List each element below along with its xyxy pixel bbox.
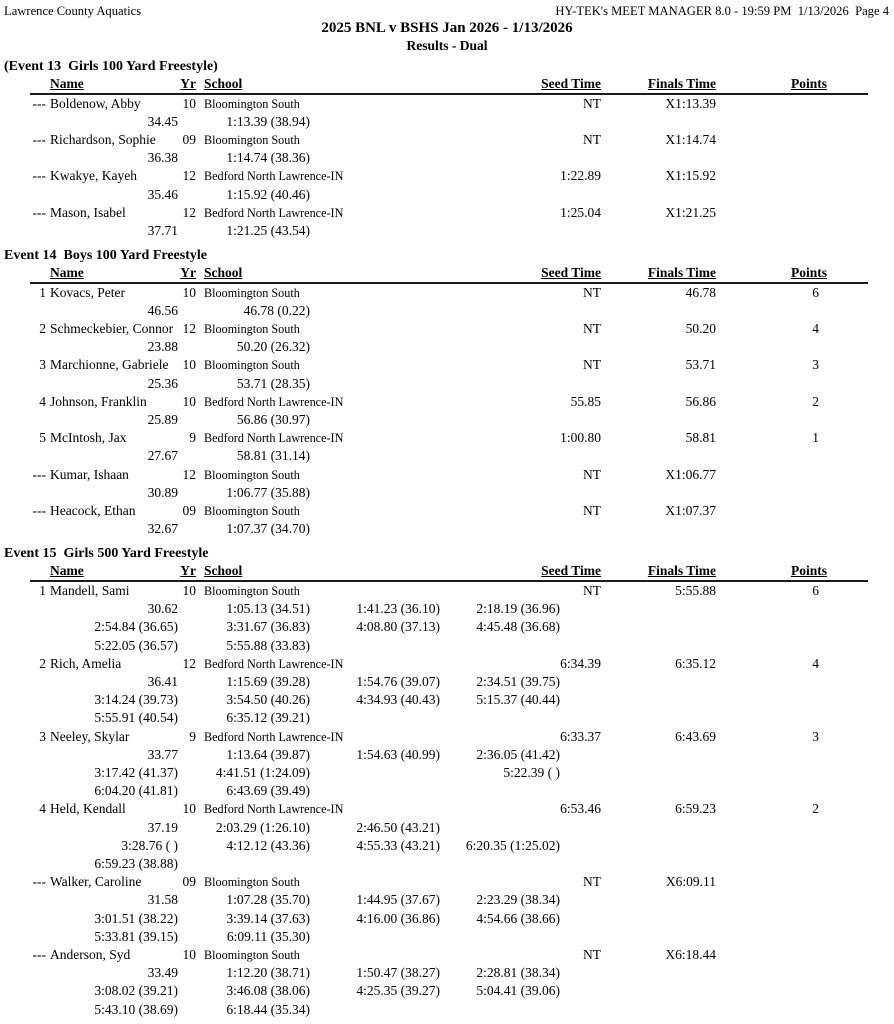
place-cell: 2 [39,321,46,337]
results-table [30,563,868,1018]
splits-row [30,520,868,538]
split-time-cell: 5:15.37 (40.44) [476,692,560,708]
split-time-cell: 6:59.23 (38.88) [94,856,178,872]
split-time-cell: 1:41.23 (36.10) [356,601,440,617]
split-time-cell: 34.45 [147,113,178,129]
split-time-cell: 4:45.48 (36.68) [476,619,560,635]
split-time-cell: 1:54.63 (40.99) [356,746,440,762]
split-time-cell: 27.67 [147,448,178,464]
result-row [30,167,868,185]
col-header-name: Name [50,563,84,579]
col-header-finals-time: Finals Time [647,563,716,579]
split-time-cell: 2:23.29 (38.34) [476,892,560,908]
finals-time-cell: 56.86 [685,393,716,409]
result-row [30,320,868,338]
seed-time-cell: NT [583,947,601,963]
split-time-cell: 1:54.76 (39.07) [356,673,440,689]
school-cell: Bedford North Lawrence-IN [204,205,344,220]
school-cell: Bedford North Lawrence-IN [204,802,344,817]
split-time-cell: 1:13.39 (38.94) [226,113,310,129]
splits-row [30,928,868,946]
split-time-cell: 1:12.20 (38.71) [226,965,310,981]
year-cell: 09 [182,874,196,890]
split-time-cell: 2:54.84 (36.65) [94,619,178,635]
seed-time-cell: NT [583,582,601,598]
school-cell: Bedford North Lawrence-IN [204,656,344,671]
place-cell: 4 [39,801,46,817]
swimmer-name: Kumar, Ishaan [50,466,129,482]
year-cell: 9 [189,728,196,744]
school-cell: Bloomington South [204,504,300,519]
place-cell: 3 [39,357,46,373]
splits-row [30,982,868,1000]
split-time-cell: 56.86 (30.97) [236,412,310,428]
swimmer-name: Johnson, Franklin [50,393,147,409]
points-cell: 3 [812,357,819,373]
result-row [30,284,868,302]
swimmer-name: Boldenow, Abby [50,95,141,111]
points-cell: 4 [812,655,819,671]
split-time-cell: 25.36 [147,375,178,391]
event-section [0,545,894,1018]
split-time-cell: 3:08.02 (39.21) [94,983,178,999]
col-header-seed-time: Seed Time [541,563,601,579]
split-time-cell: 3:31.67 (36.83) [226,619,310,635]
split-time-cell: 46.56 [147,302,178,318]
col-header-yr: Yr [180,563,196,579]
place-cell: --- [32,168,46,184]
split-time-cell: 6:09.11 (35.30) [226,928,310,944]
split-time-cell: 31.58 [147,892,178,908]
finals-time-cell: X1:13.39 [665,95,716,111]
finals-time-cell: 6:35.12 [675,655,716,671]
school-cell: Bedford North Lawrence-IN [204,729,344,744]
results-table [30,76,868,240]
split-time-cell: 1:05.13 (34.51) [226,601,310,617]
points-cell: 4 [812,321,819,337]
page-header [4,3,889,19]
year-cell: 12 [182,204,196,220]
seed-time-cell: 1:25.04 [560,204,601,220]
split-time-cell: 3:14.24 (39.73) [94,692,178,708]
finals-time-cell: 53.71 [685,357,716,373]
finals-time-cell: 46.78 [685,284,716,300]
split-time-cell: 4:54.66 (38.66) [476,910,560,926]
split-time-cell: 1:50.47 (38.27) [356,965,440,981]
col-header-school: School [204,265,243,281]
splits-row [30,113,868,131]
split-time-cell: 1:06.77 (35.88) [226,484,310,500]
split-time-cell: 2:46.50 (43.21) [356,819,440,835]
splits-row [30,819,868,837]
school-cell: Bloomington South [204,583,300,598]
split-time-cell: 2:36.05 (41.42) [476,746,560,762]
splits-row [30,746,868,764]
seed-time-cell: NT [583,503,601,519]
split-time-cell: 6:35.12 (39.21) [226,710,310,726]
result-row [30,800,868,818]
swimmer-name: Rich, Amelia [50,655,122,671]
col-header-school: School [204,563,243,579]
split-time-cell: 5:33.81 (39.15) [94,928,178,944]
splits-row [30,691,868,709]
splits-row [30,484,868,502]
split-time-cell: 33.77 [147,746,178,762]
col-header-finals-time: Finals Time [647,76,716,91]
split-time-cell: 5:43.10 (38.69) [94,1001,178,1017]
split-time-cell: 1:07.37 (34.70) [226,521,310,537]
col-header-yr: Yr [180,76,196,91]
school-cell: Bedford North Lawrence-IN [204,431,344,446]
seed-time-cell: 6:34.39 [560,655,601,671]
col-header-seed-time: Seed Time [541,76,601,91]
seed-time-cell: NT [583,95,601,111]
year-cell: 10 [182,801,196,817]
points-cell: 2 [812,801,819,817]
split-time-cell: 4:55.33 (43.21) [356,837,440,853]
event-title: Event 14 Boys 100 Yard Freestyle [4,248,207,264]
split-time-cell: 5:55.88 (33.83) [226,637,310,653]
year-cell: 10 [182,582,196,598]
seed-time-cell: 6:33.37 [560,728,601,744]
split-time-cell: 4:08.80 (37.13) [356,619,440,635]
year-cell: 09 [182,503,196,519]
place-cell: --- [32,503,46,519]
split-time-cell: 25.89 [147,412,178,428]
points-cell: 2 [812,393,819,409]
result-row [30,356,868,374]
swimmer-name: Walker, Caroline [50,874,142,890]
splits-row [30,782,868,800]
split-time-cell: 5:04.41 (39.06) [476,983,560,999]
split-time-cell: 50.20 (26.32) [236,339,310,355]
col-header-school: School [204,76,243,91]
seed-time-cell: NT [583,284,601,300]
swimmer-name: Marchionne, Gabriele [50,357,169,373]
splits-row [30,764,868,782]
split-time-cell: 2:28.81 (38.34) [476,965,560,981]
event-title: Event 15 Girls 500 Yard Freestyle [4,546,209,562]
col-header-points: Points [790,563,827,579]
split-time-cell: 2:34.51 (39.75) [476,673,560,689]
splits-row [30,375,868,393]
splits-row [30,637,868,655]
year-cell: 12 [182,466,196,482]
year-cell: 12 [182,321,196,337]
split-time-cell: 3:28.76 ( ) [121,837,178,853]
split-time-cell: 36.38 [147,150,178,166]
split-time-cell: 3:01.51 (38.22) [94,910,178,926]
software-info: HY-TEK's MEET MANAGER 8.0 - 19:59 PM 1/13/2026 Page 4 [555,4,889,18]
finals-time-cell: 50.20 [685,321,716,337]
results-column-header [30,563,868,582]
place-cell: 2 [39,655,46,671]
splits-row [30,891,868,909]
result-row [30,502,868,520]
split-time-cell: 2:18.19 (36.96) [476,601,560,617]
results-table [30,265,868,538]
school-cell: Bloomington South [204,285,300,300]
splits-row [30,302,868,320]
place-cell: 1 [39,582,46,598]
split-time-cell: 3:39.14 (37.63) [226,910,310,926]
splits-row [30,222,868,240]
year-cell: 9 [189,430,196,446]
school-cell: Bloomington South [204,96,300,111]
school-cell: Bedford North Lawrence-IN [204,169,344,184]
split-time-cell: 5:55.91 (40.54) [94,710,178,726]
place-cell: --- [32,947,46,963]
split-time-cell: 3:54.50 (40.26) [226,692,310,708]
event-title: (Event 13 Girls 100 Yard Freestyle) [4,59,218,74]
result-row [30,95,868,113]
split-time-cell: 6:04.20 (41.81) [94,783,178,799]
result-row [30,429,868,447]
results-column-header [30,76,868,95]
splits-row [30,1001,868,1019]
splits-row [30,600,868,618]
splits-row [30,964,868,982]
finals-time-cell: 6:59.23 [675,801,716,817]
swimmer-name: Mandell, Sami [50,582,130,598]
finals-time-cell: X1:07.37 [665,503,716,519]
split-time-cell: 32.67 [147,521,178,537]
seed-time-cell: 6:53.46 [560,801,601,817]
splits-row [30,709,868,727]
split-time-cell: 37.71 [147,222,178,238]
splits-row [30,910,868,928]
split-time-cell: 35.46 [147,186,178,202]
result-row [30,946,868,964]
place-cell: --- [32,131,46,147]
finals-time-cell: X1:14.74 [665,131,716,147]
seed-time-cell: NT [583,131,601,147]
split-time-cell: 3:17.42 (41.37) [94,765,178,780]
seed-time-cell: 1:22.89 [560,168,601,184]
split-time-cell: 1:14.74 (38.36) [226,150,310,166]
splits-row [30,618,868,636]
place-cell: --- [32,95,46,111]
col-header-seed-time: Seed Time [541,265,601,281]
split-time-cell: 4:41.51 (1:24.09) [215,765,310,780]
swimmer-name: Mason, Isabel [50,204,126,220]
result-row [30,655,868,673]
split-time-cell: 5:22.05 (36.57) [94,637,178,653]
finals-time-cell: X1:21.25 [665,204,716,220]
finals-time-cell: 6:43.69 [675,728,716,744]
swimmer-name: Kovacs, Peter [50,284,125,300]
splits-row [30,186,868,204]
result-row [30,728,868,746]
split-time-cell: 36.41 [147,673,178,689]
split-time-cell: 6:20.35 (1:25.02) [465,837,560,853]
col-header-points: Points [790,76,827,91]
report-title: Results - Dual [406,38,488,53]
school-cell: Bloomington South [204,948,300,963]
swimmer-name: Held, Kendall [50,801,126,817]
school-cell: Bloomington South [204,467,300,482]
school-cell: Bloomington South [204,132,300,147]
split-time-cell: 58.81 (31.14) [236,448,310,464]
year-cell: 09 [182,131,196,147]
points-cell: 3 [812,728,819,744]
swimmer-name: Richardson, Sophie [50,131,156,147]
place-cell: --- [32,466,46,482]
split-time-cell: 6:18.44 (35.34) [226,1001,310,1017]
finals-time-cell: 5:55.88 [675,582,716,598]
seed-time-cell: NT [583,466,601,482]
events-container [0,58,894,1019]
year-cell: 10 [182,284,196,300]
place-cell: 1 [39,284,46,300]
swimmer-name: Neeley, Skylar [50,728,130,744]
swimmer-name: Anderson, Syd [50,947,131,963]
year-cell: 10 [182,95,196,111]
col-header-points: Points [790,265,827,281]
year-cell: 10 [182,393,196,409]
split-time-cell: 46.78 (0.22) [243,302,310,318]
split-time-cell: 2:03.29 (1:26.10) [215,819,310,835]
seed-time-cell: 55.85 [570,393,601,409]
points-cell: 6 [812,284,819,300]
school-cell: Bloomington South [204,875,300,890]
splits-row [30,673,868,691]
result-row [30,582,868,600]
splits-row [30,447,868,465]
result-row [30,204,868,222]
split-time-cell: 3:46.08 (38.06) [226,983,310,999]
swimmer-name: McIntosh, Jax [50,430,127,446]
split-time-cell: 37.19 [147,819,178,835]
split-time-cell: 4:25.35 (39.27) [356,983,440,999]
split-time-cell: 4:16.00 (36.86) [356,910,440,926]
col-header-yr: Yr [180,265,196,281]
seed-time-cell: NT [583,874,601,890]
place-cell: 3 [39,728,46,744]
results-column-header [30,265,868,284]
place-cell: --- [32,874,46,890]
splits-row [30,837,868,855]
split-time-cell: 1:21.25 (43.54) [226,222,310,238]
meet-title: 2025 BNL v BSHS Jan 2026 - 1/13/2026 [321,20,573,36]
splits-row [30,855,868,873]
school-cell: Bedford North Lawrence-IN [204,394,344,409]
split-time-cell: 30.62 [147,601,178,617]
splits-row [30,338,868,356]
split-time-cell: 1:44.95 (37.67) [356,892,440,908]
seed-time-cell: NT [583,321,601,337]
split-time-cell: 1:15.69 (39.28) [226,673,310,689]
result-row [30,393,868,411]
col-header-finals-time: Finals Time [647,265,716,281]
result-row [30,466,868,484]
school-cell: Bloomington South [204,358,300,373]
col-header-name: Name [50,76,84,91]
result-row [30,873,868,891]
split-time-cell: 4:12.12 (43.36) [226,837,310,853]
split-time-cell: 53.71 (28.35) [236,375,310,391]
year-cell: 12 [182,168,196,184]
splits-row [30,149,868,167]
finals-time-cell: X6:09.11 [665,874,716,890]
finals-time-cell: X1:15.92 [665,168,716,184]
result-row [30,131,868,149]
col-header-name: Name [50,265,84,281]
split-time-cell: 1:07.28 (35.70) [226,892,310,908]
year-cell: 12 [182,655,196,671]
swimmer-name: Kwakye, Kayeh [50,168,137,184]
split-time-cell: 1:13.64 (39.87) [226,746,310,762]
place-cell: 5 [39,430,46,446]
year-cell: 10 [182,357,196,373]
seed-time-cell: NT [583,357,601,373]
swimmer-name: Heacock, Ethan [50,503,136,519]
facility-name: Lawrence County Aquatics [4,4,142,18]
split-time-cell: 23.88 [147,339,178,355]
points-cell: 6 [812,582,819,598]
place-cell: --- [32,204,46,220]
split-time-cell: 6:43.69 (39.49) [226,783,310,799]
splits-row [30,411,868,429]
split-time-cell: 4:34.93 (40.43) [356,692,440,708]
event-section [0,58,894,240]
split-time-cell: 33.49 [147,965,178,981]
event-section [0,247,894,538]
swimmer-name: Schmeckebier, Connor [50,321,174,337]
finals-time-cell: 58.81 [685,430,716,446]
split-time-cell: 30.89 [147,484,178,500]
finals-time-cell: X6:18.44 [665,947,716,963]
split-time-cell: 5:22.39 ( ) [503,765,560,780]
points-cell: 1 [812,430,819,446]
year-cell: 10 [182,947,196,963]
place-cell: 4 [39,393,46,409]
seed-time-cell: 1:00.80 [560,430,601,446]
finals-time-cell: X1:06.77 [665,466,716,482]
school-cell: Bloomington South [204,322,300,337]
split-time-cell: 1:15.92 (40.46) [226,186,310,202]
